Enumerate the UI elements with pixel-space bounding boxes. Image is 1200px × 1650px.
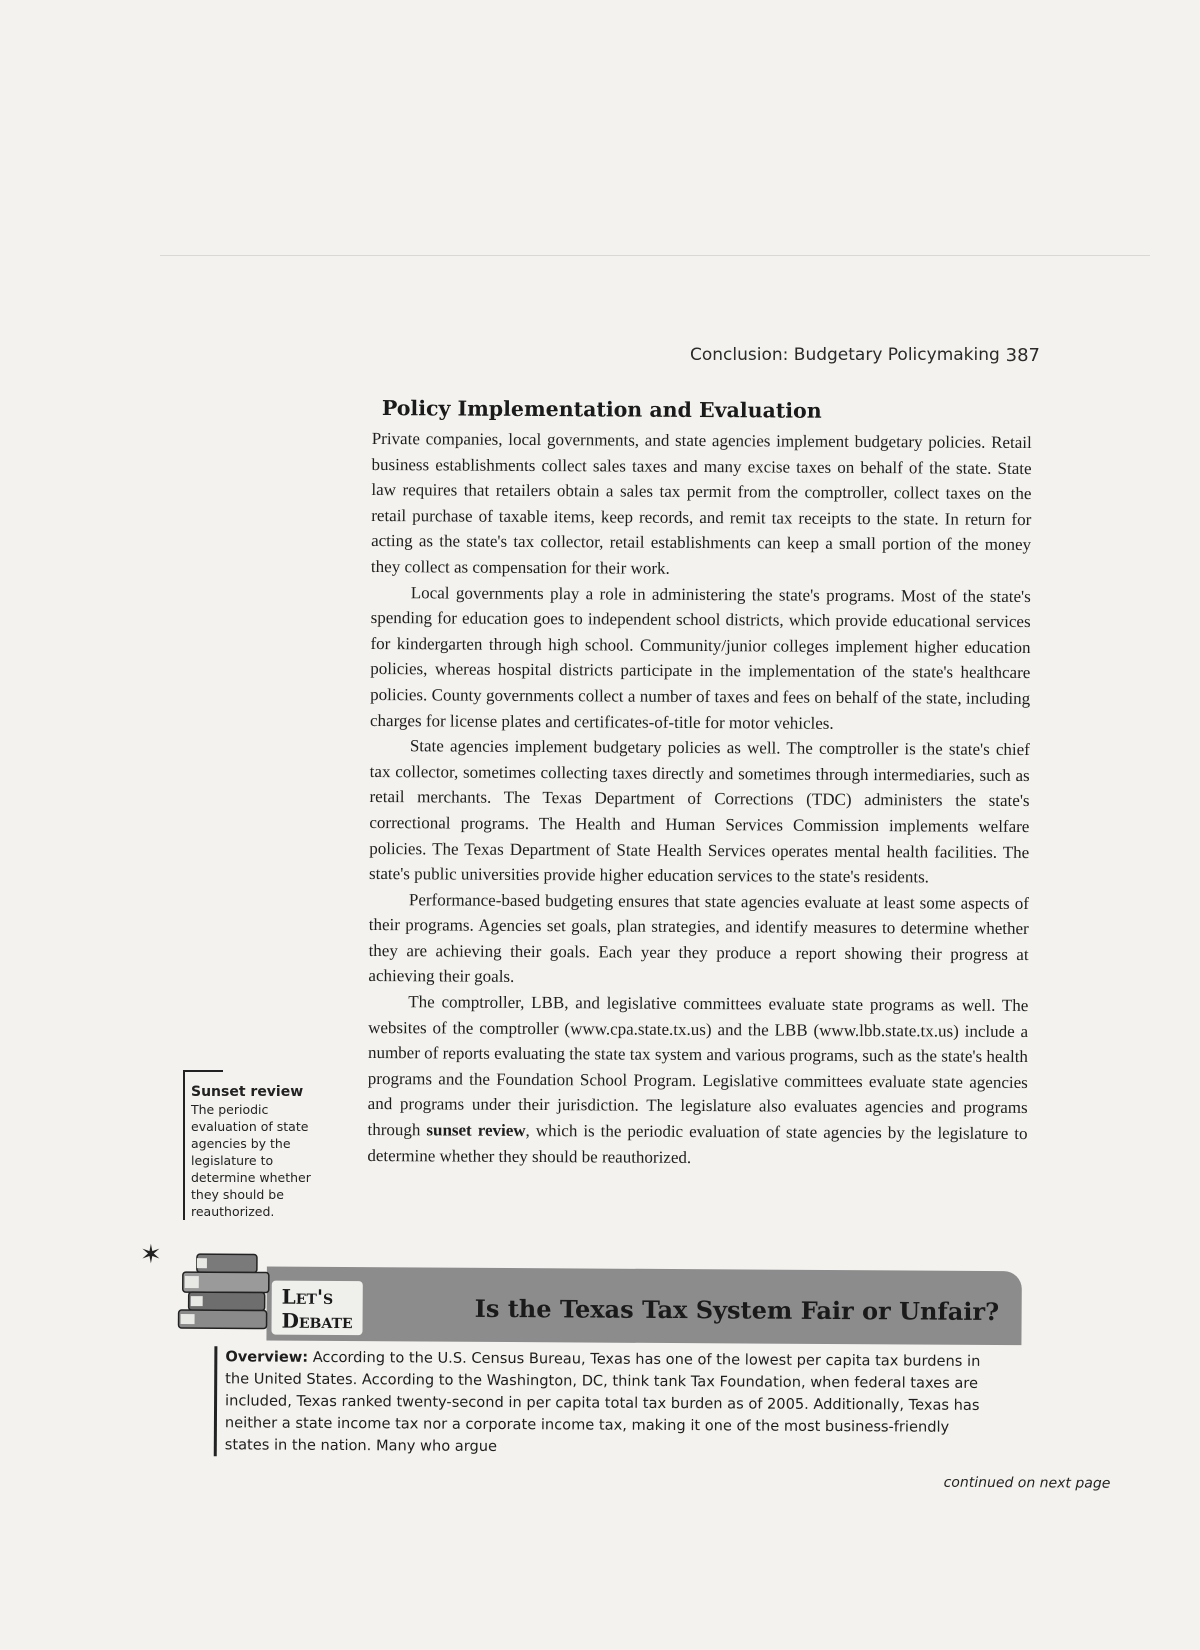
continued-note: continued on next page bbox=[943, 1474, 1111, 1492]
paragraph-2: Local governments play a role in administering the state's programs. Most of the state's spending for education goes to independent school districts, which provide educational services for kindergarten through high school. Community/junior colleges implement higher education policies, whereas hospital districts participate in the implementation of the state's healthcare policies. County governments collect a number of taxes and fees on behalf of the state, including charges for license plates and certificates-of-title for motor vehicles. bbox=[369, 582, 1031, 733]
lets-debate-box bbox=[174, 1250, 1111, 1492]
lets-debate-line-2: Debate bbox=[281, 1308, 353, 1334]
glossary-term: Sunset review bbox=[191, 1084, 304, 1100]
star-annotation-icon: ✶ bbox=[140, 1240, 162, 1270]
running-header bbox=[690, 345, 1040, 366]
paragraph-3: State agencies implement budgetary policies as well. The comptroller is the state's chief tax collector, sometimes collecting taxes directly and sometimes through intermediaries, such as retail merchants. The Texas Department of Corrections (TDC) administers the state's correctional programs. The Health and Human Services Commission implements welfare policies. The Texas Department of State Health Services operates mental health facilities. The state's public universities provide higher education services to the state's residents. bbox=[369, 736, 1030, 887]
paragraph-5 bbox=[367, 989, 1028, 1172]
scan-edge-line bbox=[160, 255, 1150, 256]
lets-debate-label bbox=[271, 1281, 362, 1336]
paragraph-4: Performance-based budgeting ensures that state agencies evaluate at least some aspects of their programs. Agencies set goals, plan strategies, and identify measures to determine whether they are achieving their goals. Each year they produce a report showing their progress at achieving their goals. bbox=[368, 889, 1029, 987]
paragraph-1: Private companies, local governments, and state agencies implement budgetary policies. Retail business establishments collect sales taxes and many excise taxes on behalf of the state. State law requires that retailers obtain a sales tax permit from the comptroller, collect taxes on the retail purchase of taxable items, keep records, and remit tax receipts to the state. In return for acting as the state's tax collector, retail establishments can keep a small portion of the money they collect as compensation for their work. bbox=[370, 428, 1032, 578]
sunset-review-term: sunset review bbox=[426, 1120, 526, 1140]
section-heading: Policy Implementation and Evaluation bbox=[381, 396, 822, 423]
overview-body: According to the U.S. Census Bureau, Texas has one of the lowest per capita tax burdens in the United States. According to the Washington, DC, think tank Tax Foundation, when federal taxes are included, Texas ranked twenty-second in per capita total tax burden as of 2005. Additionally, Texas has neither a state income tax nor a corporate income tax, making it one of the most business-friendly states in the nation. Many who argue bbox=[224, 1348, 981, 1455]
lets-debate-line-1: Let's bbox=[281, 1284, 334, 1309]
running-title: Conclusion: Budgetary Policymaking bbox=[690, 345, 1000, 365]
overview-text bbox=[214, 1346, 991, 1461]
paragraph-5-text-a: The comptroller, LBB, and legislative committees evaluate state programs as well. The websites of the comptroller (www.cpa.state.tx.us) and the LBB (www.lbb.state.tx.us) include a number of reports evaluating the state tax system and various programs, such as the state's health programs and the Foundation School Program. Legislative committees evaluate state agencies and programs under their jurisdiction. The legislature also evaluates agencies and programs through bbox=[367, 992, 1029, 1140]
stacked-books-icon bbox=[175, 1250, 285, 1331]
overview-label: Overview: bbox=[225, 1348, 309, 1366]
page-number: 387 bbox=[1005, 345, 1040, 366]
debate-title: Is the Texas Tax System Fair or Unfair? bbox=[474, 1293, 1000, 1327]
paragraph-5-text-b: , which is the periodic evaluation of state agencies by the legislature to determine whether they should be reauthorized. bbox=[367, 1120, 1028, 1167]
main-text-column bbox=[367, 396, 1032, 1172]
glossary-definition: The periodic evaluation of state agencies by the legislature to determine whether they should be reauthorized. bbox=[191, 1102, 311, 1219]
glossary-sidebar bbox=[183, 1070, 316, 1220]
